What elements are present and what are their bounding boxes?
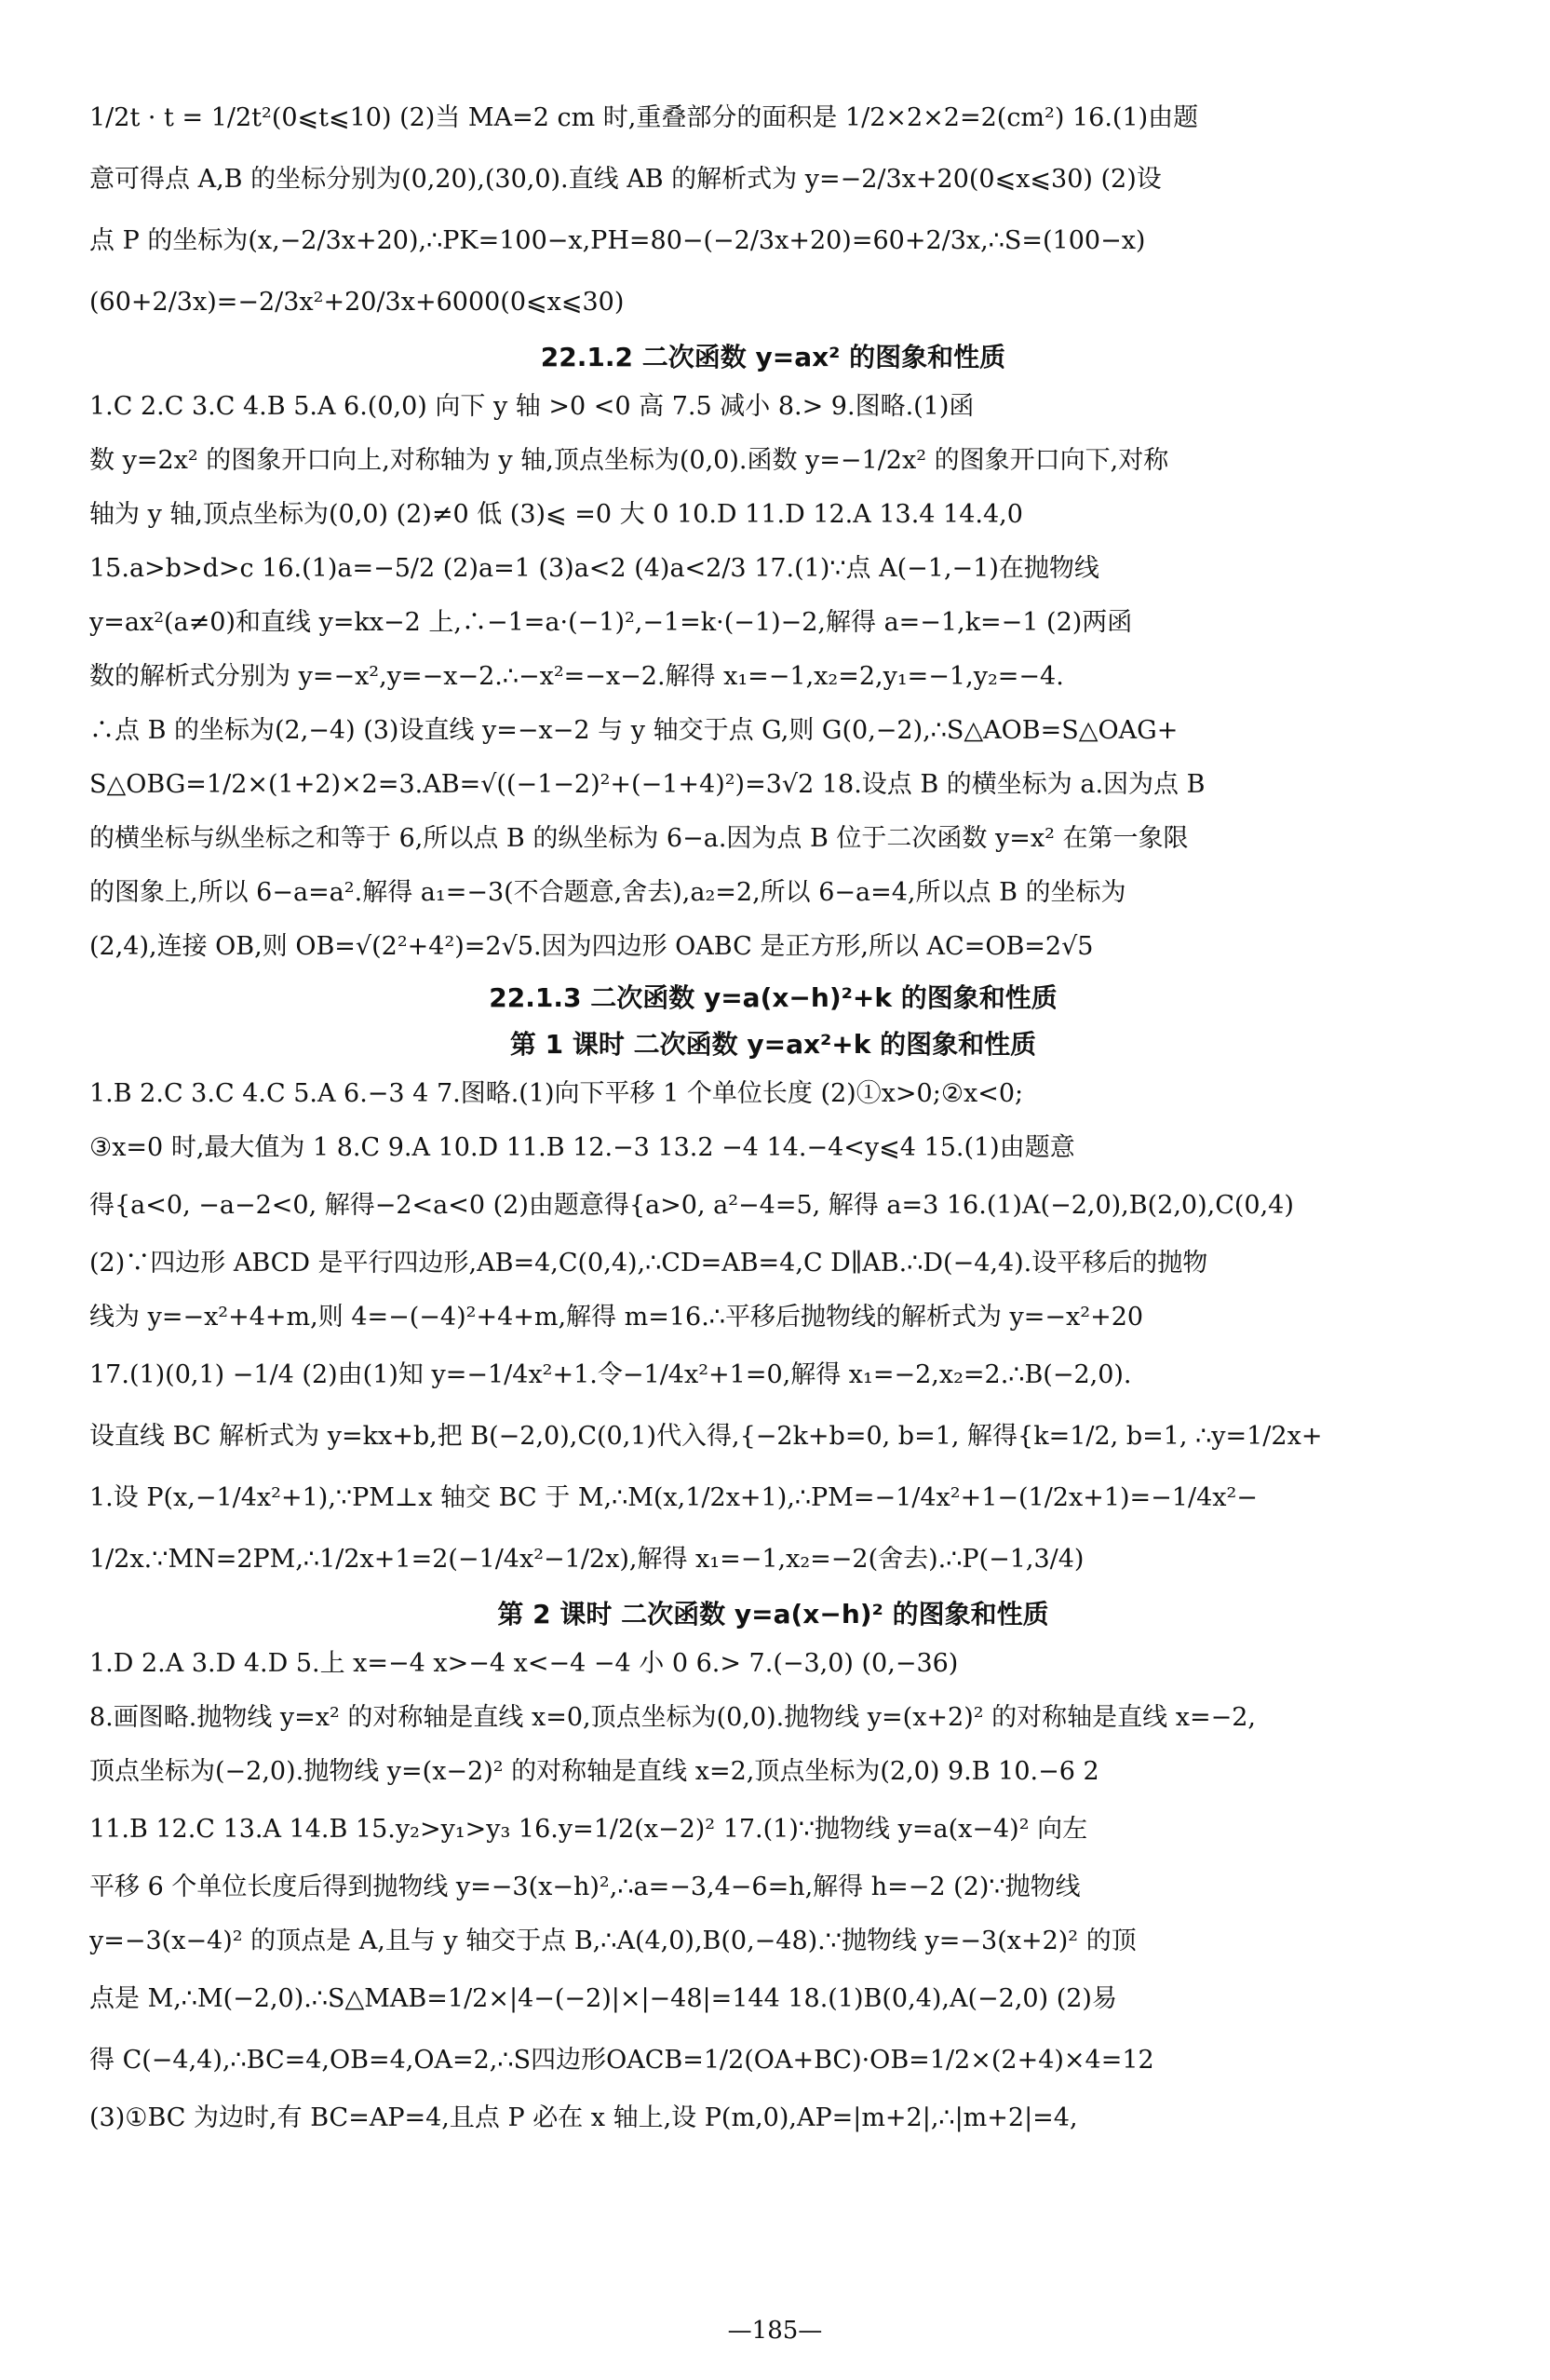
text-line: 的横坐标与纵坐标之和等于 6,所以点 B 的纵坐标为 6−a.因为点 B 位于二次函数 y=x² 在第一象限 [89, 824, 1189, 853]
text-line: 1.B 2.C 3.C 4.C 5.A 6.−3 4 7.图略.(1)向下平移 1 个单位长度 (2)①x>0;②x<0; [89, 1079, 1024, 1108]
text-line: 点是 M,∴M(−2,0).∴S△MAB=1/2×|4−(−2)|×|−48|=144 18.(1)B(0,4),A(−2,0) (2)易 [89, 1984, 1117, 2013]
text-line: 轴为 y 轴,顶点坐标为(0,0) (2)≠0 低 (3)⩽ =0 大 0 10.D 11.D 12.A 13.4 14.4,0 [89, 500, 1023, 529]
text-line: 线为 y=−x²+4+m,则 4=−(−4)²+4+m,解得 m=16.∴平移后抛物线的解析式为 y=−x²+20 [89, 1303, 1144, 1332]
text-line: 15.a>b>d>c 16.(1)a=−5/2 (2)a=1 (3)a<2 (4)a<2/3 17.(1)∵点 A(−1,−1)在抛物线 [89, 554, 1099, 583]
text-line: 意可得点 A,B 的坐标分别为(0,20),(30,0).直线 AB 的解析式为 y=−2/3x+20(0⩽x⩽30) (2)设 [89, 165, 1162, 194]
text-line: 数的解析式分别为 y=−x²,y=−x−2.∴−x²=−x−2.解得 x₁=−1,x₂=2,y₁=−1,y₂=−4. [89, 662, 1064, 691]
text-line: 1.设 P(x,−1/4x²+1),∵PM⊥x 轴交 BC 于 M,∴M(x,1/2x+1),∴PM=−1/4x²+1−(1/2x+1)=−1/4x²− [89, 1483, 1258, 1512]
text-line: 的图象上,所以 6−a=a².解得 a₁=−3(不合题意,舍去),a₂=2,所以 6−a=4,所以点 B 的坐标为 [89, 878, 1126, 907]
text-line: (2,4),连接 OB,则 OB=√(2²+4²)=2√5.因为四边形 OABC 是正方形,所以 AC=OB=2√5 [89, 932, 1094, 961]
text-line: 得{a<0, −a−2<0, 解得−2<a<0 (2)由题意得{a>0, a²−4=5, 解得 a=3 16.(1)A(−2,0),B(2,0),C(0,4) [89, 1191, 1294, 1220]
text-line: 11.B 12.C 13.A 14.B 15.y₂>y₁>y₃ 16.y=1/2(x−2)² 17.(1)∵抛物线 y=a(x−4)² 向左 [89, 1815, 1088, 1844]
text-line: 1.D 2.A 3.D 4.D 5.上 x=−4 x>−4 x<−4 −4 小 0 6.> 7.(−3,0) (0,−36) [89, 1649, 959, 1678]
text-line: y=−3(x−4)² 的顶点是 A,且与 y 轴交于点 B,∴A(4,0),B(0,−48).∵抛物线 y=−3(x+2)² 的顶 [89, 1927, 1137, 1955]
answer-content [89, 93, 1457, 2151]
lesson-heading: 第 1 课时 二次函数 y=ax²+k 的图象和性质 [509, 1029, 1037, 1060]
text-line: 1/2t · t = 1/2t²(0⩽t⩽10) (2)当 MA=2 cm 时,重叠部分的面积是 1/2×2×2=2(cm²) 16.(1)由题 [89, 103, 1199, 132]
text-line: ∴点 B 的坐标为(2,−4) (3)设直线 y=−x−2 与 y 轴交于点 G,则 G(0,−2),∴S△AOB=S△OAG+ [89, 716, 1179, 745]
text-line: 数 y=2x² 的图象开口向上,对称轴为 y 轴,顶点坐标为(0,0).函数 y=−1/2x² 的图象开口向下,对称 [89, 446, 1169, 475]
text-line: 17.(1)(0,1) −1/4 (2)由(1)知 y=−1/4x²+1.令−1/4x²+1=0,解得 x₁=−2,x₂=2.∴B(−2,0). [89, 1360, 1132, 1389]
text-line: 顶点坐标为(−2,0).抛物线 y=(x−2)² 的对称轴是直线 x=2,顶点坐标为(2,0) 9.B 10.−6 2 [89, 1757, 1099, 1786]
text-line: (60+2/3x)=−2/3x²+20/3x+6000(0⩽x⩽30) [89, 288, 625, 317]
lesson-heading: 第 2 课时 二次函数 y=a(x−h)² 的图象和性质 [497, 1599, 1049, 1629]
text-line: 1/2x.∵MN=2PM,∴1/2x+1=2(−1/4x²−1/2x),解得 x₁=−1,x₂=−2(舍去).∴P(−1,3/4) [89, 1545, 1085, 1574]
text-line: 1.C 2.C 3.C 4.B 5.A 6.(0,0) 向下 y 轴 >0 <0 高 7.5 减小 8.> 9.图略.(1)函 [89, 392, 975, 421]
page-number: —185— [727, 2317, 823, 2345]
text-line: ③x=0 时,最大值为 1 8.C 9.A 10.D 11.B 12.−3 13.2 −4 14.−4<y⩽4 15.(1)由题意 [89, 1133, 1075, 1162]
text-line: 得 C(−4,4),∴BC=4,OB=4,OA=2,∴S四边形OACB=1/2(OA+BC)·OB=1/2×(2+4)×4=12 [89, 2046, 1154, 2075]
text-line: 设直线 BC 解析式为 y=kx+b,把 B(−2,0),C(0,1)代入得,{−2k+b=0, b=1, 解得{k=1/2, b=1, ∴y=1/2x+ [89, 1422, 1323, 1451]
text-line: (3)①BC 为边时,有 BC=AP=4,且点 P 必在 x 轴上,设 P(m,0),AP=|m+2|,∴|m+2|=4, [89, 2103, 1078, 2132]
text-line: 平移 6 个单位长度后得到抛物线 y=−3(x−h)²,∴a=−3,4−6=h,解得 h=−2 (2)∵抛物线 [89, 1873, 1081, 1901]
text-line: y=ax²(a≠0)和直线 y=kx−2 上,∴−1=a·(−1)²,−1=k·(−1)−2,解得 a=−1,k=−1 (2)两函 [89, 608, 1133, 637]
text-line: (2)∵四边形 ABCD 是平行四边形,AB=4,C(0,4),∴CD=AB=4,C D∥AB.∴D(−4,4).设平移后的抛物 [89, 1249, 1208, 1278]
section-heading: 22.1.2 二次函数 y=ax² 的图象和性质 [540, 342, 1006, 372]
text-line: 8.画图略.抛物线 y=x² 的对称轴是直线 x=0,顶点坐标为(0,0).抛物线 y=(x+2)² 的对称轴是直线 x=−2, [89, 1703, 1256, 1732]
text-line: 点 P 的坐标为(x,−2/3x+20),∴PK=100−x,PH=80−(−2/3x+20)=60+2/3x,∴S=(100−x) [89, 226, 1146, 255]
section-heading: 22.1.3 二次函数 y=a(x−h)²+k 的图象和性质 [489, 982, 1058, 1013]
text-line: S△OBG=1/2×(1+2)×2=3.AB=√((−1−2)²+(−1+4)²)=3√2 18.设点 B 的横坐标为 a.因为点 B [89, 770, 1206, 799]
